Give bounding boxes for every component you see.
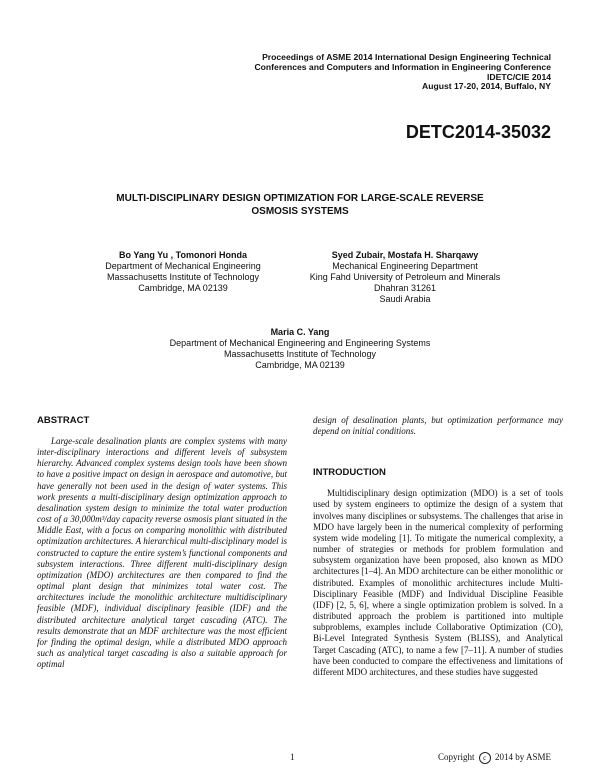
- paper-title: [60, 192, 540, 218]
- author-names: Maria C. Yang: [270, 327, 330, 337]
- introduction-heading: INTRODUCTION: [313, 467, 386, 479]
- introduction-text: Multidisciplinary design optimization (MDO) is a set of tools used by system engineers to optimize the design of a system that involves many disciplines or subsystems. The challenges that arise in MDO have largely been in the numerical complexity of performing system wide modeling [1]. To mitigate the numerical complexity, a number of strategies or methods for problem formulation and subsystem organization have been proposed, also known as MDO architectures [1–4]. An MDO architecture can be either monolithic or distributed. Examples of monolithic architectures include Multi-Disciplinary Feasible (MDF) and Individual Discipline Feasible (IDF) [2, 5, 6], where a single optimization problem is solved. In a distributed approach the problem is partitioned into multiple subproblems, examples include Collaborative Optimization (CO), Bi-Level Integrated Synthesis System (BLISS), and Analytical Target Cascading (ATC), to name a few [7–11]. A number of studies have been conducted to compare the effectiveness and limitations of different MDO architectures, and these studies have suggested: [313, 488, 563, 677]
- author-block: [150, 327, 450, 371]
- proceedings-header: [254, 53, 551, 92]
- proceedings-line: Conferences and Computers and Information in Engineering Conference: [254, 61, 551, 72]
- abstract-continuation: [313, 415, 563, 437]
- author-affiliation-line: Massachusetts Institute of Technology: [224, 349, 376, 359]
- author-affiliation-line: King Fahd University of Petroleum and Minerals: [309, 272, 501, 282]
- abstract-heading: ABSTRACT: [37, 415, 90, 426]
- abstract-continuation-text: design of desalination plants, but optimization performance may depend on initial conditions.: [313, 415, 563, 437]
- author-affiliation-line: Cambridge, MA 02139: [138, 283, 228, 293]
- right-column: [313, 415, 563, 678]
- copyright-prefix: Copyright: [437, 752, 475, 763]
- page-number: 1: [290, 752, 295, 762]
- abstract-body: [37, 436, 287, 670]
- introduction-section: [313, 467, 563, 678]
- copyright-suffix: 2014 by ASME: [494, 752, 551, 763]
- abstract-text: Large-scale desalination plants are complex systems with many inter-disciplinary interactions and different levels of subsystem hierarchy. Advanced complex systems design tools have been shown to have a positive impact on design in aerospace and automotive, but have generally not been used in the design of water systems. This work presents a multi-disciplinary design optimization approach to desalination system design to minimize the total water production cost of a 30,000m³/day capacity reverse osmosis plant situated in the Middle East, with a focus on comparing monolithic with distributed optimization architectures. A hierarchical multi-disciplinary model is constructed to capture the entire system’s functional components and subsystem interactions. Three different multi-disciplinary design optimization (MDO) architectures are then compared to find the optimal plant design that minimizes total water cost. The architectures include the monolithic architecture multidisciplinary feasible (MDF), individual disciplinary feasible (IDF) and the distributed architecture analytical target cascading (ATC). The results demonstrate that an MDF architecture was the most efficient for finding the optimal design, while a distributed MDO approach such as analytical target cascading is also a suitable approach for optimal: [37, 436, 287, 670]
- copyright-notice: [438, 752, 551, 764]
- proceedings-line: IDETC/CIE 2014: [487, 71, 551, 82]
- proceedings-line: Proceedings of ASME 2014 International Design Engineering Technical: [262, 52, 551, 62]
- author-affiliation-line: Cambridge, MA 02139: [255, 360, 345, 370]
- author-affiliation-line: Massachusetts Institute of Technology: [107, 272, 259, 282]
- author-affiliation-line: Dhahran 31261: [373, 283, 437, 293]
- copyright-icon: c: [479, 752, 491, 764]
- document-id: DETC2014-35032: [405, 122, 551, 142]
- author-block: [285, 250, 525, 305]
- left-column: [37, 415, 287, 670]
- author-affiliation-line: Mechanical Engineering Department: [332, 261, 478, 271]
- author-names: Syed Zubair, Mostafa H. Sharqawy: [331, 250, 479, 260]
- paper-title-line: OSMOSIS SYSTEMS: [251, 206, 349, 217]
- author-affiliation-line: Saudi Arabia: [379, 294, 431, 304]
- author-names: Bo Yang Yu , Tomonori Honda: [118, 250, 247, 260]
- author-affiliation-line: Department of Mechanical Engineering and Engineering Systems: [169, 338, 431, 348]
- proceedings-line: August 17-20, 2014, Buffalo, NY: [422, 81, 551, 92]
- author-block: [78, 250, 288, 294]
- author-affiliation-line: Department of Mechanical Engineering: [105, 261, 261, 271]
- paper-title-line: MULTI-DISCIPLINARY DESIGN OPTIMIZATION FOR LARGE-SCALE REVERSE: [116, 193, 484, 204]
